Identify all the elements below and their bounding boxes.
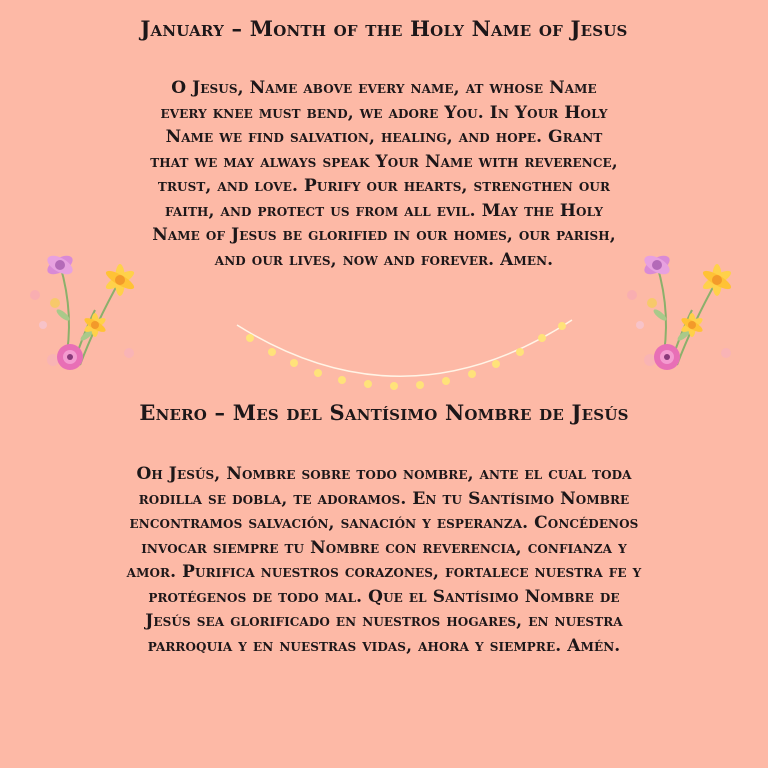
prayer-text-english: O Jesus, Name above every name, at whose Name every knee must bend, we adore You. In Your Holy Name we find salvation, healing, and hope. Grant that we may always speak Your Name with reverence, trust, and love. Purify our hearts, strengthen our faith, and protect us from all evil. May the Holy Name of Jesus be glorified in our homes, our parish, and our lives, now and forever. Amen. — [150, 78, 618, 270]
string-lights-icon — [232, 300, 577, 410]
flower-bouquet-right-icon — [622, 235, 742, 385]
page-title-english: January – Month of the Holy Name of Jesus — [140, 16, 628, 41]
flower-bouquet-left-icon — [25, 235, 145, 385]
page-title-spanish: Enero – Mes del Santísimo Nombre de Jesús — [139, 400, 629, 425]
prayer-text-spanish: Oh Jesús, Nombre sobre todo nombre, ante el cual toda rodilla se dobla, te adoramos. En tu Santísimo Nombre encontramos salvación, sanación y esperanza. Concédenos invocar siempre tu Nombre con reverencia, confianza y amor. Purifica nuestros corazones, fortalece nuestra fe y protégenos de todo mal. Que el Santísimo Nombre de Jesús sea glorificado en nuestros hogares, en nuestra parroquia y en nuestras vidas, ahora y siempre. Amén. — [126, 464, 642, 656]
